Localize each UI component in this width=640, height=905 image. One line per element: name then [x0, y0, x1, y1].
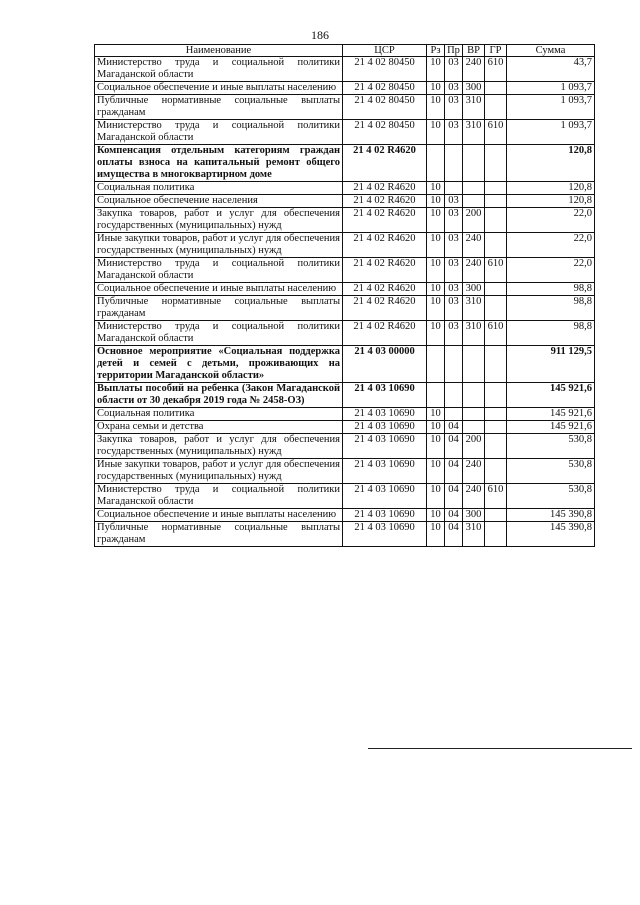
cell-vr: 300	[463, 82, 485, 95]
cell-csr: 21 4 02 80450	[343, 82, 427, 95]
header-name: Наименование	[95, 45, 343, 57]
cell-rz: 10	[427, 195, 445, 208]
cell-name: Социальная политика	[95, 182, 343, 195]
cell-csr: 21 4 03 10690	[343, 434, 427, 459]
cell-gr	[485, 383, 507, 408]
cell-gr	[485, 82, 507, 95]
cell-sum: 120,8	[507, 145, 595, 182]
cell-rz: 10	[427, 321, 445, 346]
cell-name: Публичные нормативные социальные выплаты гражданам	[95, 95, 343, 120]
cell-gr	[485, 421, 507, 434]
cell-sum: 120,8	[507, 195, 595, 208]
header-csr: ЦСР	[343, 45, 427, 57]
table-row	[95, 258, 595, 283]
cell-gr: 610	[485, 321, 507, 346]
cell-vr	[463, 346, 485, 383]
cell-name: Публичные нормативные социальные выплаты гражданам	[95, 296, 343, 321]
cell-name: Социальное обеспечение и иные выплаты населению	[95, 82, 343, 95]
cell-gr	[485, 233, 507, 258]
cell-csr: 21 4 02 R4620	[343, 233, 427, 258]
cell-vr: 240	[463, 57, 485, 82]
cell-name: Социальная политика	[95, 408, 343, 421]
cell-pr: 03	[445, 57, 463, 82]
cell-vr: 310	[463, 321, 485, 346]
cell-pr: 03	[445, 233, 463, 258]
table-row	[95, 208, 595, 233]
cell-rz: 10	[427, 421, 445, 434]
cell-gr: 610	[485, 57, 507, 82]
cell-sum: 530,8	[507, 484, 595, 509]
cell-vr: 300	[463, 283, 485, 296]
page-number: 186	[311, 28, 329, 42]
table-row	[95, 233, 595, 258]
table-row	[95, 383, 595, 408]
table-row	[95, 522, 595, 547]
cell-gr	[485, 509, 507, 522]
cell-pr	[445, 145, 463, 182]
cell-name: Министерство труда и социальной политики Магаданской области	[95, 321, 343, 346]
cell-csr: 21 4 03 10690	[343, 383, 427, 408]
cell-gr: 610	[485, 258, 507, 283]
header-sum: Сумма	[507, 45, 595, 57]
cell-rz	[427, 383, 445, 408]
cell-rz	[427, 145, 445, 182]
cell-rz: 10	[427, 296, 445, 321]
cell-sum: 22,0	[507, 258, 595, 283]
cell-rz: 10	[427, 283, 445, 296]
table-row	[95, 145, 595, 182]
cell-name: Публичные нормативные социальные выплаты гражданам	[95, 522, 343, 547]
cell-csr: 21 4 03 10690	[343, 484, 427, 509]
cell-pr: 04	[445, 522, 463, 547]
cell-csr: 21 4 02 R4620	[343, 145, 427, 182]
cell-name: Министерство труда и социальной политики Магаданской области	[95, 258, 343, 283]
cell-pr	[445, 408, 463, 421]
cell-gr	[485, 459, 507, 484]
cell-csr: 21 4 02 R4620	[343, 182, 427, 195]
cell-rz: 10	[427, 434, 445, 459]
table-row	[95, 182, 595, 195]
table-row	[95, 346, 595, 383]
cell-rz: 10	[427, 459, 445, 484]
cell-rz: 10	[427, 95, 445, 120]
cell-vr	[463, 408, 485, 421]
cell-sum: 120,8	[507, 182, 595, 195]
cell-sum: 145 921,6	[507, 408, 595, 421]
cell-gr	[485, 195, 507, 208]
cell-sum: 22,0	[507, 208, 595, 233]
cell-sum: 1 093,7	[507, 95, 595, 120]
table-row	[95, 57, 595, 82]
cell-csr: 21 4 02 R4620	[343, 258, 427, 283]
header-gr: ГР	[485, 45, 507, 57]
cell-pr: 03	[445, 283, 463, 296]
cell-pr	[445, 182, 463, 195]
table-row	[95, 434, 595, 459]
cell-rz: 10	[427, 82, 445, 95]
cell-sum: 98,8	[507, 296, 595, 321]
cell-vr: 240	[463, 459, 485, 484]
cell-csr: 21 4 03 10690	[343, 459, 427, 484]
cell-pr: 03	[445, 82, 463, 95]
cell-pr: 03	[445, 321, 463, 346]
cell-sum: 98,8	[507, 283, 595, 296]
cell-name: Министерство труда и социальной политики Магаданской области	[95, 484, 343, 509]
cell-vr: 300	[463, 509, 485, 522]
cell-csr: 21 4 03 10690	[343, 421, 427, 434]
cell-csr: 21 4 02 R4620	[343, 195, 427, 208]
cell-rz: 10	[427, 120, 445, 145]
cell-vr: 240	[463, 484, 485, 509]
cell-sum: 1 093,7	[507, 82, 595, 95]
cell-sum: 145 921,6	[507, 383, 595, 408]
table-row	[95, 421, 595, 434]
cell-vr: 200	[463, 208, 485, 233]
cell-pr: 03	[445, 195, 463, 208]
cell-gr	[485, 283, 507, 296]
cell-gr	[485, 346, 507, 383]
cell-name: Компенсация отдельным категориям граждан оплаты взноса на капитальный ремонт общего имущества в многоквартирном доме	[95, 145, 343, 182]
header-pr: Пр	[445, 45, 463, 57]
cell-sum: 22,0	[507, 233, 595, 258]
cell-gr	[485, 434, 507, 459]
cell-rz: 10	[427, 258, 445, 283]
cell-pr: 04	[445, 459, 463, 484]
cell-gr	[485, 408, 507, 421]
cell-sum: 530,8	[507, 434, 595, 459]
cell-rz	[427, 346, 445, 383]
cell-csr: 21 4 02 80450	[343, 57, 427, 82]
cell-name: Охрана семьи и детства	[95, 421, 343, 434]
cell-gr	[485, 296, 507, 321]
cell-sum: 145 390,8	[507, 509, 595, 522]
cell-vr: 310	[463, 522, 485, 547]
cell-rz: 10	[427, 57, 445, 82]
cell-csr: 21 4 03 10690	[343, 509, 427, 522]
cell-name: Иные закупки товаров, работ и услуг для обеспечения государственных (муниципальных) нужд	[95, 233, 343, 258]
cell-vr: 310	[463, 120, 485, 145]
footer-rule	[368, 748, 632, 749]
cell-gr	[485, 522, 507, 547]
table-row	[95, 296, 595, 321]
table-row	[95, 509, 595, 522]
cell-name: Социальное обеспечение и иные выплаты населению	[95, 283, 343, 296]
cell-rz: 10	[427, 208, 445, 233]
cell-pr	[445, 346, 463, 383]
cell-rz: 10	[427, 509, 445, 522]
cell-sum: 911 129,5	[507, 346, 595, 383]
cell-sum: 530,8	[507, 459, 595, 484]
cell-vr	[463, 421, 485, 434]
cell-vr	[463, 145, 485, 182]
table-header-row	[95, 45, 595, 57]
cell-pr: 03	[445, 120, 463, 145]
cell-rz: 10	[427, 182, 445, 195]
cell-name: Иные закупки товаров, работ и услуг для обеспечения государственных (муниципальных) нужд	[95, 459, 343, 484]
cell-csr: 21 4 02 R4620	[343, 321, 427, 346]
cell-vr	[463, 195, 485, 208]
cell-name: Министерство труда и социальной политики Магаданской области	[95, 57, 343, 82]
cell-csr: 21 4 03 10690	[343, 408, 427, 421]
cell-csr: 21 4 03 10690	[343, 522, 427, 547]
cell-vr: 240	[463, 233, 485, 258]
cell-name: Основное мероприятие «Социальная поддержка детей и семей с детьми, проживающих на территории Магаданской области»	[95, 346, 343, 383]
cell-pr	[445, 383, 463, 408]
cell-name: Выплаты пособий на ребенка (Закон Магаданской области от 30 декабря 2019 года № 2458-ОЗ)	[95, 383, 343, 408]
cell-csr: 21 4 02 80450	[343, 95, 427, 120]
table-row	[95, 408, 595, 421]
cell-sum: 145 390,8	[507, 522, 595, 547]
cell-vr: 310	[463, 95, 485, 120]
cell-pr: 04	[445, 509, 463, 522]
cell-gr	[485, 145, 507, 182]
cell-rz: 10	[427, 522, 445, 547]
cell-gr	[485, 208, 507, 233]
cell-vr: 240	[463, 258, 485, 283]
cell-sum: 43,7	[507, 57, 595, 82]
cell-vr: 310	[463, 296, 485, 321]
table-row	[95, 82, 595, 95]
cell-csr: 21 4 03 00000	[343, 346, 427, 383]
table-row	[95, 95, 595, 120]
cell-name: Социальное обеспечение населения	[95, 195, 343, 208]
cell-pr: 03	[445, 95, 463, 120]
cell-sum: 1 093,7	[507, 120, 595, 145]
table-row	[95, 120, 595, 145]
cell-pr: 03	[445, 258, 463, 283]
cell-csr: 21 4 02 R4620	[343, 283, 427, 296]
cell-pr: 03	[445, 208, 463, 233]
cell-pr: 04	[445, 434, 463, 459]
cell-csr: 21 4 02 R4620	[343, 296, 427, 321]
cell-rz: 10	[427, 233, 445, 258]
cell-csr: 21 4 02 80450	[343, 120, 427, 145]
table-row	[95, 459, 595, 484]
cell-gr	[485, 182, 507, 195]
table-row	[95, 321, 595, 346]
cell-pr: 04	[445, 421, 463, 434]
cell-gr	[485, 95, 507, 120]
cell-name: Закупка товаров, работ и услуг для обеспечения государственных (муниципальных) нужд	[95, 434, 343, 459]
cell-name: Министерство труда и социальной политики Магаданской области	[95, 120, 343, 145]
header-rz: Рз	[427, 45, 445, 57]
cell-csr: 21 4 02 R4620	[343, 208, 427, 233]
cell-gr: 610	[485, 484, 507, 509]
cell-vr: 200	[463, 434, 485, 459]
cell-gr: 610	[485, 120, 507, 145]
cell-name: Социальное обеспечение и иные выплаты населению	[95, 509, 343, 522]
cell-rz: 10	[427, 408, 445, 421]
cell-rz: 10	[427, 484, 445, 509]
header-vr: ВР	[463, 45, 485, 57]
cell-name: Закупка товаров, работ и услуг для обеспечения государственных (муниципальных) нужд	[95, 208, 343, 233]
table-row	[95, 195, 595, 208]
cell-pr: 04	[445, 484, 463, 509]
cell-vr	[463, 182, 485, 195]
cell-vr	[463, 383, 485, 408]
budget-table	[94, 44, 595, 547]
cell-sum: 98,8	[507, 321, 595, 346]
cell-pr: 03	[445, 296, 463, 321]
table-row	[95, 484, 595, 509]
table-row	[95, 283, 595, 296]
cell-sum: 145 921,6	[507, 421, 595, 434]
